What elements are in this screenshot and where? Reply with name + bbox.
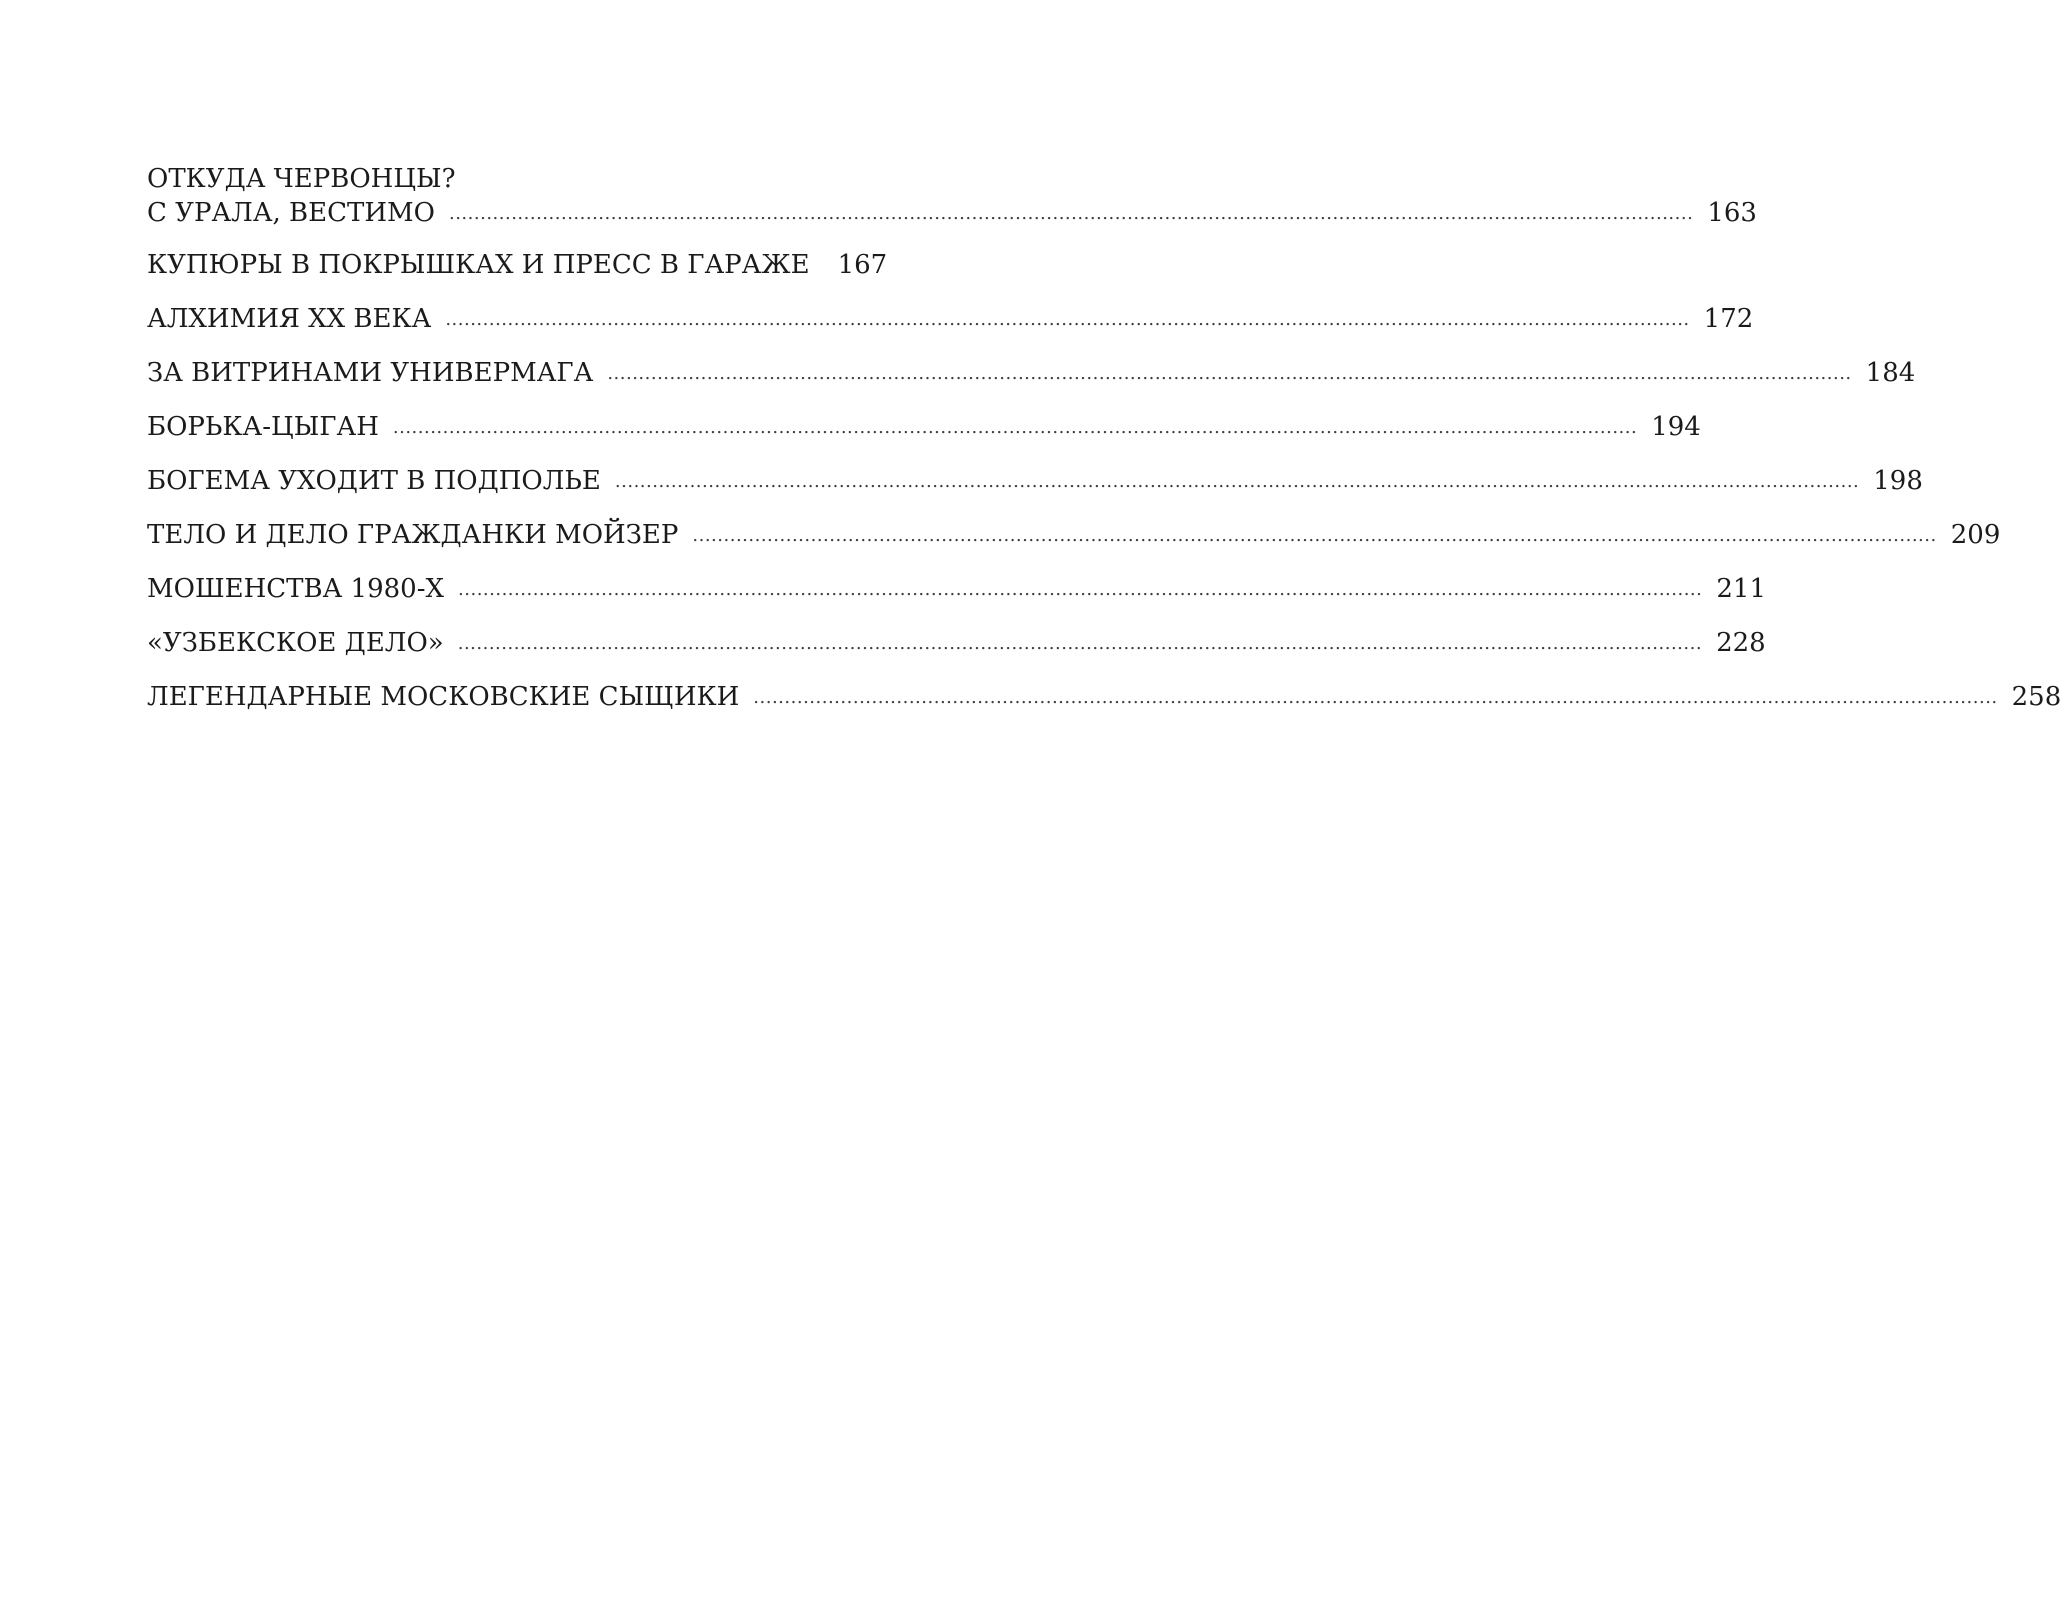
dot-leader: ........................................................................................................................................................................................................: [445, 309, 1690, 330]
dot-leader: ........................................................................................................................................................................................................: [448, 203, 1694, 224]
toc-entry-title: «УЗБЕКСКОЕ ДЕЛО»: [147, 628, 444, 658]
toc-entry: [147, 626, 1766, 680]
toc-page-number: 258: [2011, 682, 2061, 712]
dot-leader: ........................................................................................................................................................................................................: [458, 579, 1703, 600]
toc-entry: [147, 572, 1767, 626]
toc-page-number: 209: [1950, 520, 2001, 550]
toc-entry-title: АЛХИМИЯ XX ВЕКА: [147, 304, 432, 334]
toc-entry-title: ЛЕГЕНДАРНЫЕ МОСКОВСКИЕ СЫЩИКИ: [147, 682, 740, 712]
toc-entry-title: МОШЕНСТВА 1980-Х: [147, 574, 445, 604]
toc-page-number: 228: [1716, 628, 1766, 658]
toc-page-number: 167: [837, 250, 888, 280]
dot-leader: ........................................................................................................................................................................................................: [614, 471, 1860, 492]
toc-entry: [147, 302, 1754, 356]
toc-entry: [147, 680, 2061, 734]
toc-entry: [147, 356, 1916, 410]
dot-leader: ........................................................................................................................................................................................................: [392, 417, 1638, 438]
toc-entry-title: БОРЬКА-ЦЫГАН: [147, 412, 379, 442]
toc-page-number: 198: [1873, 466, 1923, 496]
toc-entry-title: ЗА ВИТРИНАМИ УНИВЕРМАГА: [147, 358, 594, 388]
toc-entry-title-line: ОТКУДА ЧЕРВОНЦЫ?: [147, 164, 456, 194]
dot-leader: ........................................................................................................................................................................................................: [457, 633, 1703, 654]
table-of-contents: [147, 162, 2061, 734]
toc-page-number: 184: [1865, 358, 1916, 388]
toc-entry: [147, 248, 888, 302]
toc-entry: [147, 464, 1923, 518]
toc-page-number: 194: [1651, 412, 1701, 442]
toc-page-number: 211: [1716, 574, 1767, 604]
toc-entry: [147, 410, 1701, 464]
toc-page-number: 172: [1703, 304, 1754, 334]
toc-entry: [147, 518, 2001, 572]
toc-entry-title: КУПЮРЫ В ПОКРЫШКАХ И ПРЕСС В ГАРАЖЕ: [147, 250, 810, 280]
dot-leader: ........................................................................................................................................................................................................: [692, 525, 1937, 546]
toc-entry: [147, 196, 1757, 248]
toc-entry-title: ТЕЛО И ДЕЛО ГРАЖДАНКИ МОЙЗЕР: [147, 520, 679, 550]
toc-entry-title: С УРАЛА, ВЕСТИМО: [147, 198, 435, 228]
dot-leader: ........................................................................................................................................................................................................: [607, 363, 1852, 384]
toc-entry-title: БОГЕМА УХОДИТ В ПОДПОЛЬЕ: [147, 466, 601, 496]
dot-leader: ........................................................................................................................................................................................................: [753, 687, 1998, 708]
toc-page-number: 163: [1707, 198, 1757, 228]
